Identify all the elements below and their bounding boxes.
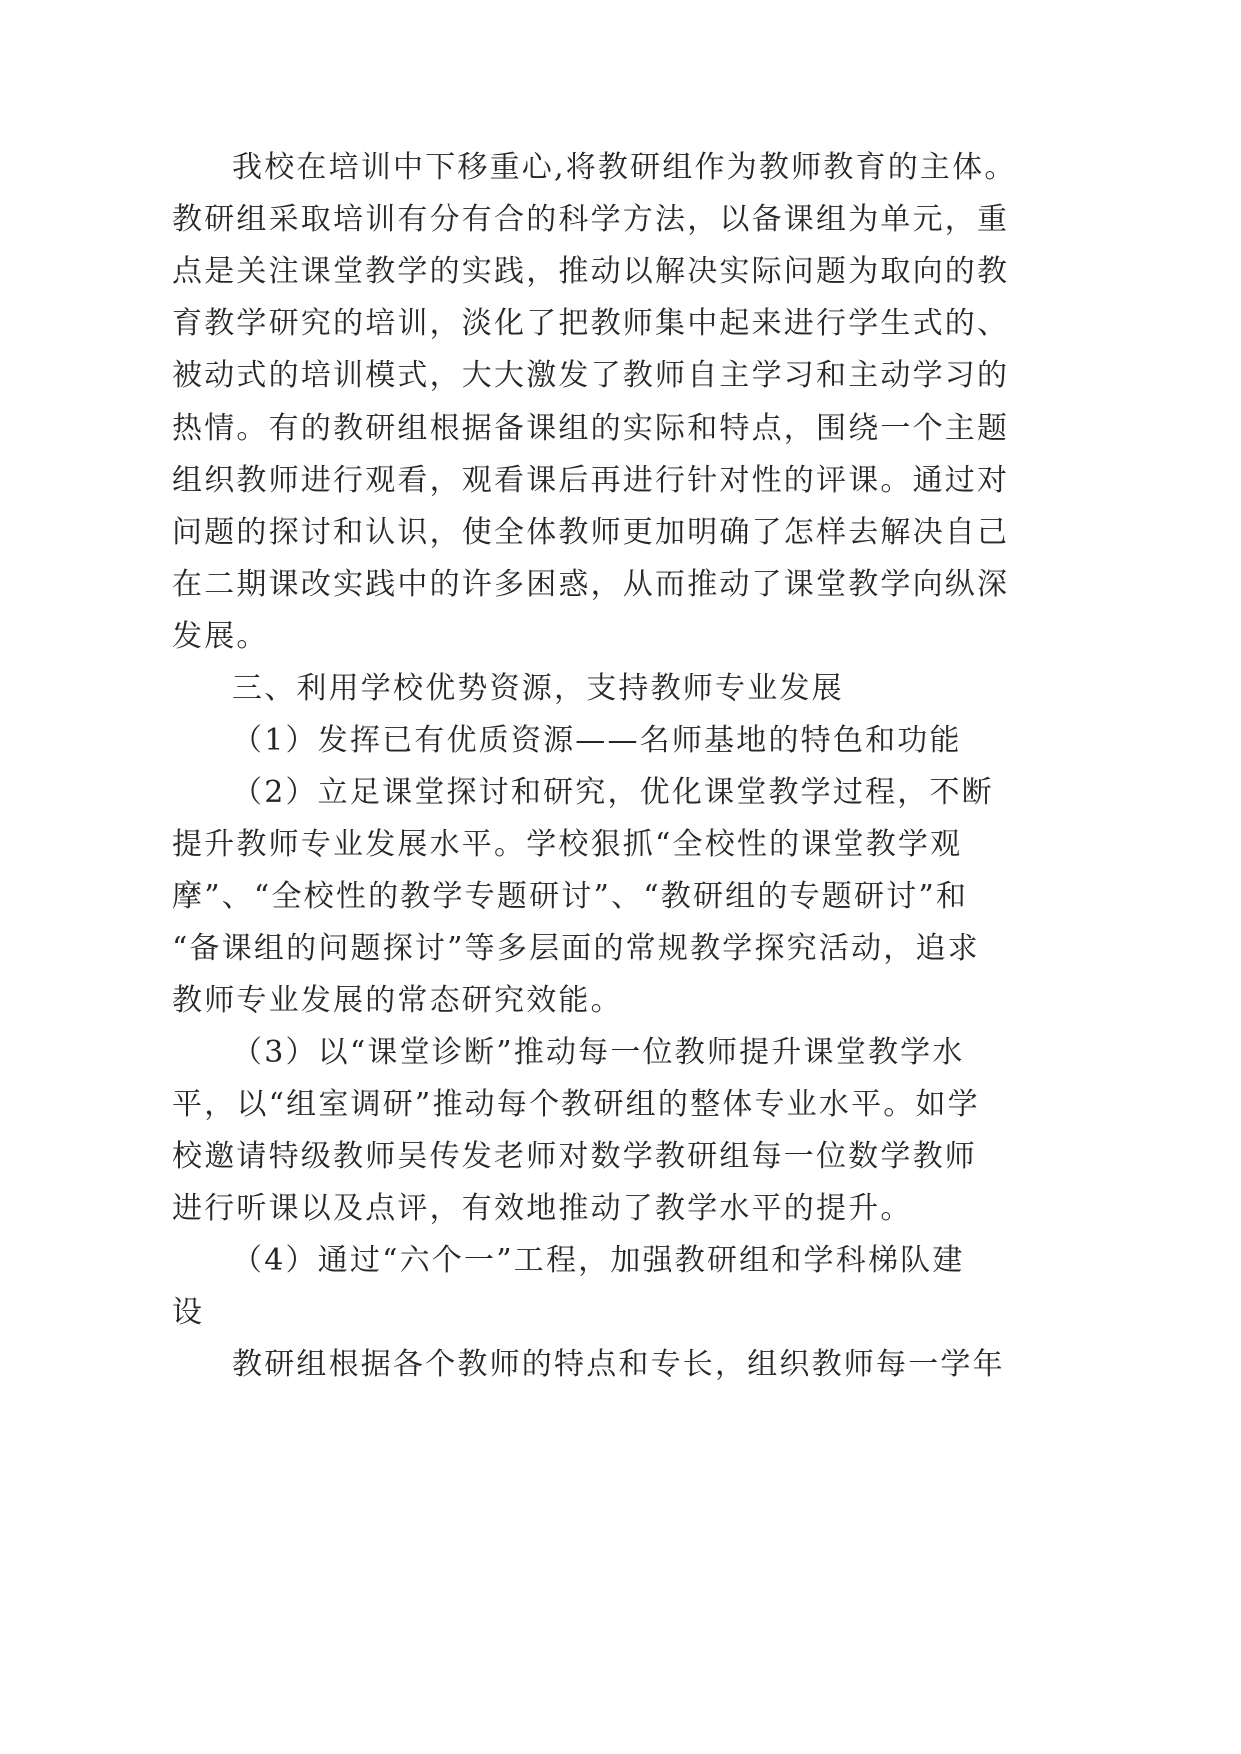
list-item-1: （1）发挥已有优质资源——名师基地的特色和功能 bbox=[232, 723, 962, 758]
text-line-9: 在二期课改实践中的许多困惑，从而推动了课堂教学向纵深 bbox=[172, 567, 1010, 602]
text-line-10: 发展。 bbox=[172, 619, 269, 654]
list-item-4: （4）通过“六个一”工程，加强教研组和学科梯队建 bbox=[232, 1243, 965, 1278]
text-line-3: 点是关注课堂教学的实践，推动以解决实际问题为取向的教 bbox=[172, 254, 1010, 289]
text-line-8: 问题的探讨和认识，使全体教师更加明确了怎样去解决自己 bbox=[172, 515, 1010, 550]
text-line-15: 摩”、“全校性的教学专题研讨”、“教研组的专题研讨”和 bbox=[172, 879, 969, 914]
section-heading: 三、利用学校优势资源，支持教师专业发展 bbox=[232, 671, 844, 706]
list-item-2: （2）立足课堂探讨和研究，优化课堂教学过程，不断 bbox=[232, 775, 994, 810]
text-line-1: 我校在培训中下移重心,将教研组作为教师教育的主体。 bbox=[232, 150, 1017, 185]
text-line-17: 教师专业发展的常态研究效能。 bbox=[172, 983, 623, 1018]
text-line-16: “备课组的问题探讨”等多层面的常规教学探究活动，追求 bbox=[172, 931, 980, 966]
text-line-2: 教研组采取培训有分有合的科学方法，以备课组为单元，重 bbox=[172, 202, 1010, 237]
text-line-6: 热情。有的教研组根据备课组的实际和特点，围绕一个主题 bbox=[172, 411, 1010, 446]
text-line-5: 被动式的培训模式，大大激发了教师自主学习和主动学习的 bbox=[172, 358, 1010, 393]
text-line-14: 提升教师专业发展水平。学校狠抓“全校性的课堂教学观 bbox=[172, 827, 963, 862]
text-line-4: 育教学研究的培训，淡化了把教师集中起来进行学生式的、 bbox=[172, 306, 1010, 341]
text-line-20: 校邀请特级教师吴传发老师对数学教研组每一位数学教师 bbox=[172, 1139, 977, 1174]
text-line-19: 平，以“组室调研”推动每个教研组的整体专业水平。如学 bbox=[172, 1087, 980, 1122]
text-line-7: 组织教师进行观看，观看课后再进行针对性的评课。通过对 bbox=[172, 463, 1010, 498]
list-item-3: （3）以“课堂诊断”推动每一位教师提升课堂教学水 bbox=[232, 1035, 965, 1070]
text-line-24: 教研组根据各个教师的特点和专长，组织教师每一学年 bbox=[232, 1347, 1005, 1382]
text-line-21: 进行听课以及点评，有效地推动了教学水平的提升。 bbox=[172, 1191, 913, 1226]
text-line-23: 设 bbox=[172, 1295, 205, 1330]
